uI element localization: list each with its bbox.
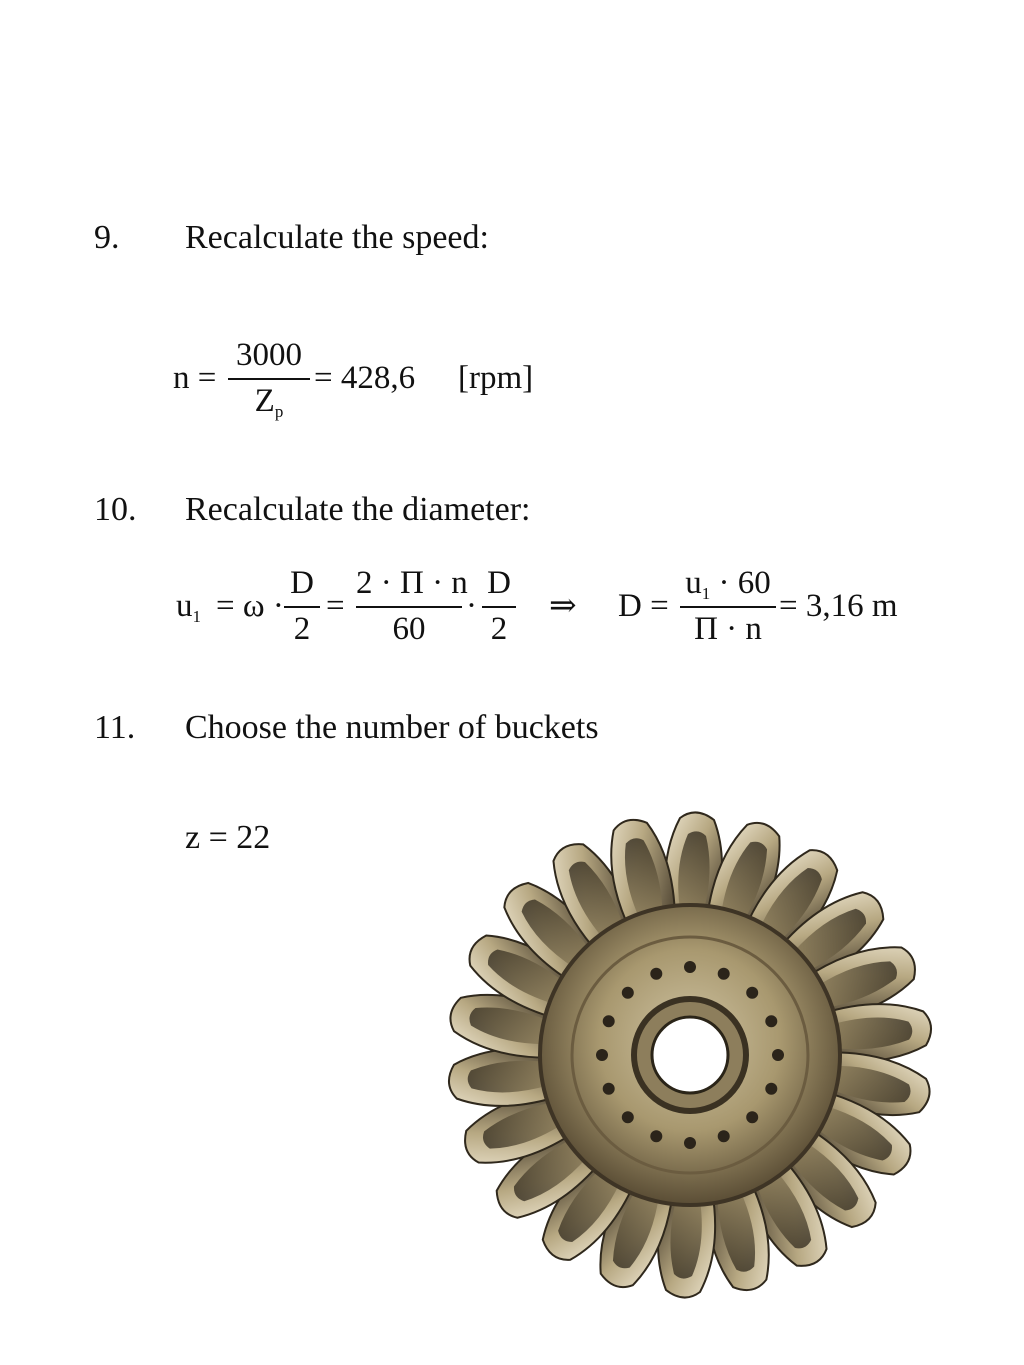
fraction-bar [228,378,310,380]
bolt-hole [772,1049,784,1061]
times-60: · 60 [710,565,771,601]
bolt-hole [596,1049,608,1061]
bolt-hole [746,987,758,999]
pelton-wheel-image [430,800,950,1320]
equals-sign: = [326,588,345,624]
speed-unit: [rpm] [458,360,534,396]
bolt-hole [603,1015,615,1027]
fraction-2pin-over-60 [356,565,468,647]
fraction-bar [356,606,462,608]
d-equals: D = [618,588,669,624]
speed-numerator: 3000 [236,337,302,373]
fraction-u1-60-over-pin [680,567,776,646]
step-9-number: 9. [94,219,120,256]
dot-operator: · [466,588,477,624]
speed-denominator: Z [254,383,275,419]
speed-fraction [228,337,310,421]
bolt-hole [718,1130,730,1142]
bolt-hole [765,1083,777,1095]
step-9-title: Recalculate the speed: [185,219,489,256]
bolt-hole [718,968,730,980]
omega-term: = ω · [216,588,284,624]
bolt-hole [684,1137,696,1149]
u1-symbol: u [176,588,193,624]
fraction-bar [680,606,776,608]
fraction-numerator: D [487,565,511,601]
step-11-number: 11. [94,709,136,746]
fraction-denominator: 2 [293,611,311,647]
fraction-denominator: 2 [490,611,508,647]
bolt-hole [622,1111,634,1123]
bolt-hole [622,987,634,999]
bolt-hole [650,968,662,980]
fraction-denominator: 60 [392,611,426,647]
fraction-d-over-2-second [482,567,516,646]
bolt-hole [650,1130,662,1142]
fraction-numerator: D [290,565,314,601]
fraction-d-over-2 [284,567,320,646]
step-10-title: Recalculate the diameter: [185,491,531,528]
bucket-count-value: z = 22 [185,819,271,856]
speed-lhs: n = [173,360,217,396]
shaft-bore [652,1017,728,1093]
diameter-result: = 3,16 m [779,588,898,624]
u1-subscript: 1 [192,607,201,626]
bolt-hole [603,1083,615,1095]
fraction-bar [482,606,516,608]
fraction-numerator: 2 · Π · n [356,565,468,601]
u1-subscript: 1 [701,584,711,603]
implies-arrow: ⇒ [549,588,577,624]
fraction-denominator: Π · n [694,611,762,647]
step-10-number: 10. [94,491,137,528]
bolt-hole [765,1015,777,1027]
step-11-title: Choose the number of buckets [185,709,599,746]
u1-symbol: u [685,565,702,601]
fraction-bar [284,606,320,608]
bolt-hole [684,961,696,973]
speed-result: = 428,6 [314,360,416,396]
bolt-hole [746,1111,758,1123]
speed-denominator-subscript: p [274,402,284,421]
